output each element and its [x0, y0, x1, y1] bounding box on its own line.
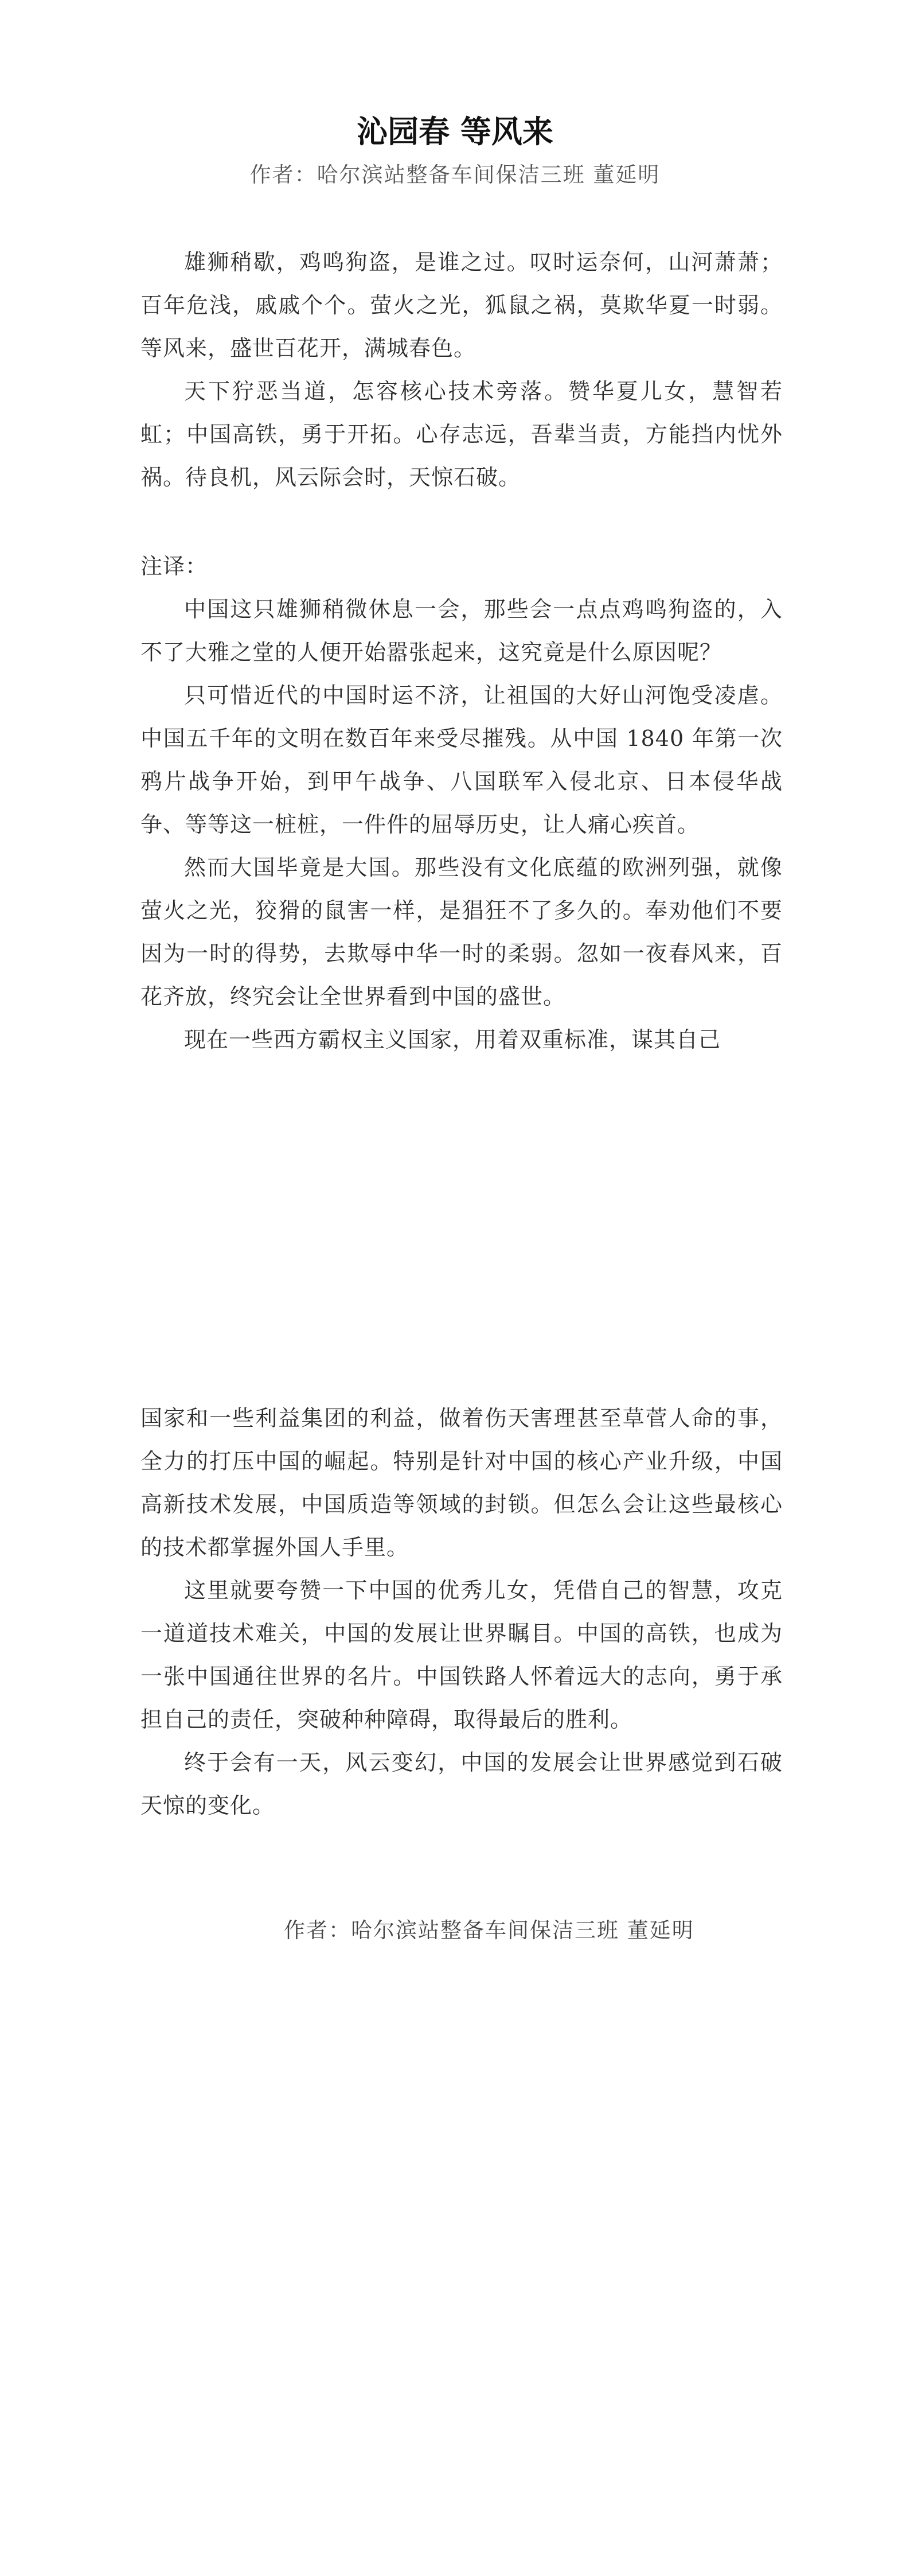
note-paragraph-3: 然而大国毕竟是大国。那些没有文化底蕴的欧洲列强，就像萤火之光，狡猾的鼠害一样，是猖狂不了多久的。奉劝他们不要因为一时的得势，去欺辱中华一时的柔弱。忽如一夜春风来，百花齐放，终究会让全世界看到中国的盛世。: [140, 855, 783, 1009]
note-paragraph-1: 中国这只雄狮稍微休息一会，那些会一点点鸡鸣狗盗的，入不了大雅之堂的人便开始嚣张起来，这究竟是什么原因呢？: [140, 597, 783, 665]
note-paragraph-2: 只可惜近代的中国时运不济，让祖国的大好山河饱受凌虐。中国五千年的文明在数百年来受尽摧残。从中国 1840 年第一次鸦片战争开始，到甲午战争、八国联军入侵北京、日本侵华战争、等等这一桩桩，一件件的屈辱历史，让人痛心疾首。: [140, 683, 783, 837]
poem-stanza-1: 雄狮稍歇，鸡鸣狗盗，是谁之过。叹时运奈何，山河萧萧；百年危浅，戚戚个个。萤火之光，狐鼠之祸，莫欺华夏一时弱。等风来，盛世百花开，满城春色。: [140, 250, 783, 361]
author-line-bottom: 作者：哈尔滨站整备车间保洁三班 董延明: [284, 1918, 694, 1943]
poem-body: [140, 241, 783, 499]
author-line-top: 作者：哈尔滨站整备车间保洁三班 董延明: [249, 162, 661, 187]
note-paragraph-5: 这里就要夸赞一下中国的优秀儿女，凭借自己的智慧，攻克一道道技术难关，中国的发展让世界瞩目。中国的高铁，也成为一张中国通往世界的名片。中国铁路人怀着远大的志向，勇于承担自己的责任，突破种种障碍，取得最后的胜利。: [140, 1578, 783, 1732]
poem-stanza-2: 天下狞恶当道，怎容核心技术旁落。赞华夏儿女，慧智若虹；中国高铁，勇于开拓。心存志远，吾辈当责，方能挡内忧外祸。待良机，风云际会时，天惊石破。: [140, 379, 783, 490]
notes-section-2: [140, 1397, 783, 1827]
document-title: 沁园春 等风来: [357, 114, 553, 150]
notes-heading-block: [140, 545, 783, 588]
note-paragraph-4-continued: 国家和一些利益集团的利益，做着伤天害理甚至草菅人命的事，全力的打压中国的崛起。特别是针对中国的核心产业升级，中国高新技术发展，中国质造等领域的封锁。但怎么会让这些最核心的技术都掌握外国人手里。: [140, 1406, 783, 1560]
notes-heading: 注译：: [140, 554, 208, 579]
notes-section-1: [140, 588, 783, 1061]
note-paragraph-6: 终于会有一天，风云变幻，中国的发展会让世界感觉到石破天惊的变化。: [140, 1750, 783, 1818]
note-paragraph-4-start: 现在一些西方霸权主义国家，用着双重标准，谋其自己: [184, 1027, 721, 1052]
